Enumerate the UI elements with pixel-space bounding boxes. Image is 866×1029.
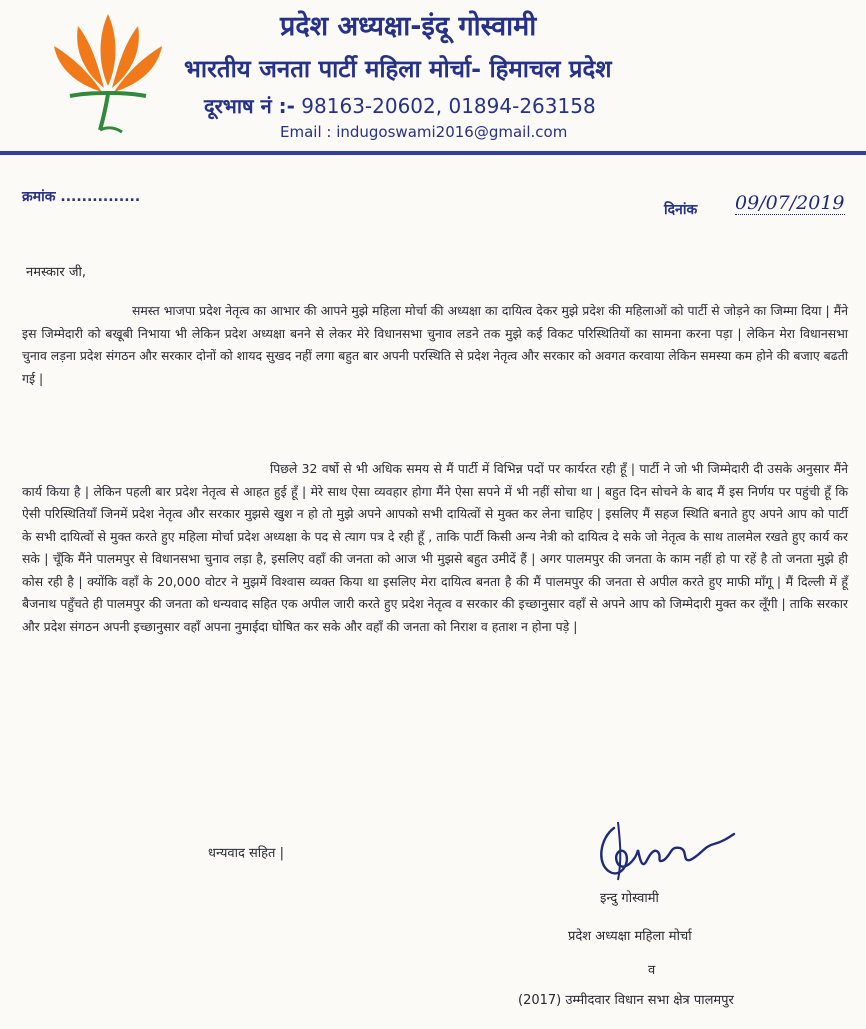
date-value: 09/07/2019: [735, 192, 845, 214]
signatory-conjunction: व: [648, 963, 656, 978]
paragraph-2: [22, 458, 848, 638]
signatory-candidacy: (2017) उम्मीदवार विधान सभा क्षेत्र पालमपुर: [518, 993, 734, 1008]
letterhead-phone: [204, 92, 596, 119]
paragraph-1: [22, 300, 848, 390]
greeting: नमस्कार जी,: [26, 265, 86, 280]
reference-number: क्रमांक ...............: [22, 189, 141, 205]
letterhead-title: प्रदेश अध्यक्षा-इंदू गोस्वामी: [280, 11, 537, 42]
signatory-name: इन्दु गोस्वामी: [600, 891, 659, 906]
paragraph-2-text: पिछले 32 वर्षो से भी अधिक समय से मैं पार्टी में विभिन्न पदों पर कार्यरत रही हूँ | पार्टी ने जो भी जिम्मेदारी दी उसके अनुसार मैंने कार्य किया है | लेकिन पहली बार प्रदेश नेतृत्व से आहत हुई हूँ | मेरे साथ ऐसा व्यवहार होगा मैंने ऐसा सपने में भी नहीं सोचा था | बहुत दिन सोचने के बाद मैं इस निर्णय पर पहुंची हूँ कि ऐसी परिस्थितियाँ जिनमें प्रदेश नेतृत्व और सरकार मुझसे खुश न हो तो मुझे अपने आपको सभी दायित्वों से मुक्त कर लेना चाहिए | इसलिए मैं सहज स्थिति बनाते हुए अपने आप को पार्टी के सभी दायित्वों से मुक्त करते हुए महिला मोर्चा प्रदेश अध्यक्षा के पद से त्याग पत्र दे रही हूँ , ताकि पार्टी किसी अन्य नेत्री को दायित्व दे सके जो नेतृत्व के साथ तालमेल रखते हुए कार्य कर सके | चूँकि मैंने पालमपुर से विधानसभा चुनाव लड़ा है, इसलिए वहाँ की जनता को आज भी मुझसे बहुत उमीदें हैं | अगर पालमपुर की जनता के काम नहीं हो पा रहें है तो जनता मुझे ही कोस रही है | क्योंकि वहाँ के 20,000 वोटर ने मुझमें विश्वास व्यक्त किया था इसलिए मेरा दायित्व बनता है की मैं पालमपुर की जनता से अपील करते हुए माफी माँगू | मैं दिल्ली में हूँ बैजनाथ पहुँचते ही पालमपुर की जनता को धन्यवाद सहित एक अपील जारी करते हुए प्रदेश नेतृत्व व सरकार की इच्छानुसार वहाँ से अपने आप को जिम्मेदारी मुक्त कर लूँगी | ताकि सरकार और प्रदेश संगठन अपनी इच्छानुसार वहाँ अपना नुमाईदा घोषित कर सके और वहाँ की जनता को निराश व हताश न होना पड़े |: [22, 461, 848, 634]
header-divider: [0, 151, 866, 155]
signatory-designation: प्रदेश अध्यक्षा महिला मोर्चा: [568, 929, 692, 944]
phone-numbers: 98163-20602, 01894-263158: [301, 94, 596, 118]
date-label: दिनांक: [664, 202, 698, 218]
closing-line: धन्यवाद सहित |: [208, 846, 284, 861]
paragraph-1-text: समस्त भाजपा प्रदेश नेतृत्व का आभार की आपने मुझे महिला मोर्चा की अध्यक्षा का दायित्व देकर मुझे प्रदेश की महिलाओं को पार्टी से जोड़ने का जिम्मा दिया | मैंने इस जिम्मेदारी को बखूबी निभाया भी लेकिन प्रदेश अध्यक्षा बनने से लेकर मेरे विधानसभा चुनाव लडने तक मुझे कई विकट परिस्थितियों का सामना करना पड़ा | लेकिन मेरा विधानसभा चुनाव लड़ना प्रदेश संगठन और सरकार दोनों को शायद सुखद नहीं लगा बहुत बार अपनी परस्थिति से प्रदेश नेतृत्व और सरकार को अवगत करवाया लेकिन समस्या कम होने की बजाए बढती गई |: [22, 303, 848, 386]
letterhead-organization: भारतीय जनता पार्टी महिला मोर्चा- हिमाचल प्रदेश: [184, 55, 612, 83]
letterhead-email: Email : indugoswami2016@gmail.com: [280, 123, 568, 141]
signature-image: [592, 820, 742, 884]
lotus-icon: [48, 6, 168, 134]
phone-label: दूरभाष नं :-: [204, 94, 295, 118]
